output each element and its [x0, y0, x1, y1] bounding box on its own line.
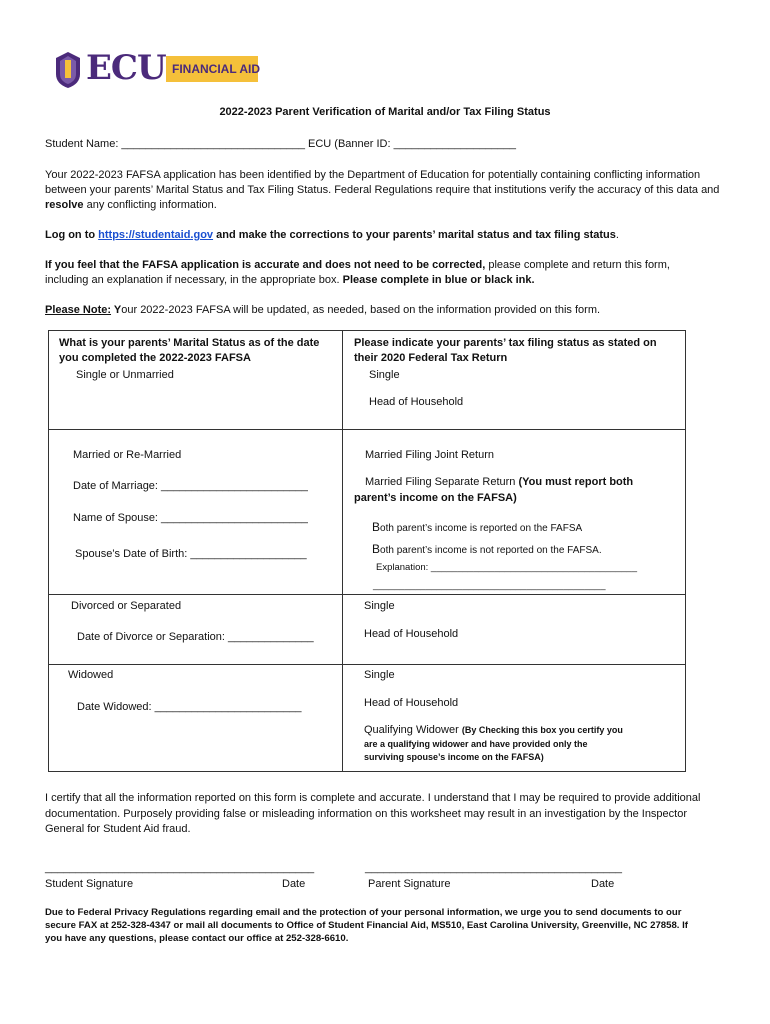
name-of-spouse-field[interactable]: Name of Spouse: ________________________	[73, 512, 308, 524]
certify-line-2: documentation. Purposely providing false or misleading information on this worksheet may result in an investigation by the Inspector	[45, 808, 688, 820]
student-signature-line[interactable]: ____________________________________________	[45, 862, 315, 874]
option-both-income-not-reported[interactable]	[372, 542, 602, 556]
certify-line-3: General for Student Aid fraud.	[45, 823, 191, 835]
intro-line-1: Your 2022-2023 FAFSA application has been identified by the Department of Education for potentially containing conflicting information	[45, 169, 701, 181]
accurate-rest: please complete and return this form,	[485, 259, 670, 271]
right-header-2: their 2020 Federal Tax Return	[354, 352, 508, 364]
ecu-wordmark: ECU	[86, 48, 166, 88]
parent-signature-label: Parent Signature	[368, 878, 451, 890]
footer-line-1: Due to Federal Privacy Regulations regarding email and the protection of your personal information, we urge you to send documents to our	[45, 907, 682, 918]
table-divider-vertical	[342, 331, 343, 771]
note-y: Y	[111, 304, 122, 316]
intro-line-2: between your parents’ Marital Status and Tax Filing Status. Federal Regulations require that institutions verify the accuracy of this data and	[45, 184, 720, 196]
note-text: our 2022-2023 FAFSA will be updated, as needed, based on the information provided on this form.	[121, 304, 601, 316]
footer-line-3: you have any questions, please contact our office at 252-328-6610.	[45, 933, 349, 944]
left-header-1: What is your parents’ Marital Status as of the date	[59, 337, 320, 349]
page-title: 2022-2023 Parent Verification of Marital and/or Tax Filing Status	[219, 106, 551, 118]
ink-instruction: Please complete in blue or black ink.	[342, 274, 535, 286]
date-of-marriage-field[interactable]: Date of Marriage: ________________________	[73, 480, 308, 492]
login-suffix: and make the corrections to your parents’ marital status and tax filing status	[213, 229, 616, 241]
mfs-label: Married Filing Separate Return	[365, 476, 519, 488]
option-married-filing-separate[interactable]	[365, 475, 633, 489]
accurate-line-2	[45, 273, 535, 287]
accurate-bold: If you feel that the FAFSA application is accurate and does not need to be corrected,	[45, 259, 486, 271]
option-married[interactable]: Married or Re-Married	[73, 449, 182, 461]
date-widowed-field[interactable]: Date Widowed: ________________________	[77, 701, 302, 713]
qw-note-3: surviving spouse’s income on the FAFSA)	[364, 752, 544, 762]
date-of-divorce-field[interactable]: Date of Divorce or Separation: ______________	[77, 631, 314, 643]
accurate-line-1	[45, 258, 670, 272]
qw-note-1: (By Checking this box you certify you	[461, 725, 623, 735]
explanation-field[interactable]: Explanation: _______________________________________	[376, 562, 637, 573]
please-note	[45, 303, 600, 317]
option-both-income-reported[interactable]	[372, 520, 582, 534]
both-not-b: B	[372, 542, 381, 556]
row-divider-2	[49, 594, 685, 595]
right-header-1: Please indicate your parents’ tax filing status as stated on	[354, 337, 657, 349]
option-widowed[interactable]: Widowed	[68, 669, 114, 681]
option-r1-head-of-household[interactable]: Head of Household	[369, 396, 464, 408]
option-r3-head-of-household[interactable]: Head of Household	[364, 628, 459, 640]
qw-label: Qualifying Widower	[364, 724, 462, 736]
explanation-line[interactable]: ____________________________________________	[373, 580, 606, 591]
login-prefix: Log on to	[45, 229, 99, 241]
both-reported-text: oth parent’s income is reported on the FAFSA	[380, 523, 583, 534]
parent-date-label: Date	[591, 878, 615, 890]
option-divorced-separated[interactable]: Divorced or Separated	[71, 600, 182, 612]
intro-line-3-rest: any conflicting information.	[83, 199, 217, 211]
status-table	[48, 330, 686, 772]
intro-line-3	[45, 198, 217, 212]
login-instruction	[45, 228, 619, 242]
row-divider-3	[49, 664, 685, 665]
student-date-label: Date	[282, 878, 306, 890]
student-name-line[interactable]: Student Name: ______________________________ ECU (Banner ID: ____________________	[45, 138, 516, 150]
both-reported-b: B	[372, 520, 381, 534]
note-label: Please Note:	[45, 304, 112, 316]
student-signature-label: Student Signature	[45, 878, 134, 890]
accurate-line-2-text: including an explanation if necessary, in the appropriate box.	[45, 274, 343, 286]
certify-line-1: I certify that all the information reported on this form is complete and accurate. I understand that I may be required to provide additional	[45, 792, 701, 804]
resolve-word: resolve	[45, 199, 84, 211]
option-r4-single[interactable]: Single	[364, 669, 395, 681]
pirate-seal-icon	[52, 50, 84, 90]
option-single-unmarried[interactable]: Single or Unmarried	[76, 369, 174, 381]
option-r1-single[interactable]: Single	[369, 369, 400, 381]
option-qualifying-widower[interactable]	[364, 723, 623, 737]
financial-aid-tag: FINANCIAL AID	[166, 56, 258, 82]
option-r3-single[interactable]: Single	[364, 600, 395, 612]
left-header-2: you completed the 2022-2023 FAFSA	[59, 352, 251, 364]
parent-signature-line[interactable]: __________________________________________	[365, 862, 622, 874]
spouse-dob-field[interactable]: Spouse’s Date of Birth: ___________________	[75, 548, 307, 560]
studentaid-link[interactable]: https://studentaid.gov	[98, 229, 214, 241]
qw-note-2: are a qualifying widower and have provided only the	[364, 739, 588, 749]
footer-line-2: secure FAX at 252-328-4347 or mail all documents to Office of Student Financial Aid, MS510, East Carolina University, Greenville, NC 27858. If	[45, 920, 689, 931]
mfs-note-1: (You must report both	[518, 476, 634, 488]
option-married-filing-joint[interactable]: Married Filing Joint Return	[365, 449, 494, 461]
login-period: .	[615, 229, 619, 241]
mfs-note-2: parent’s income on the FAFSA)	[354, 492, 517, 504]
option-r4-head-of-household[interactable]: Head of Household	[364, 697, 459, 709]
both-not-text: oth parent’s income is not reported on the FAFSA.	[380, 545, 602, 556]
row-divider-1	[49, 429, 685, 430]
